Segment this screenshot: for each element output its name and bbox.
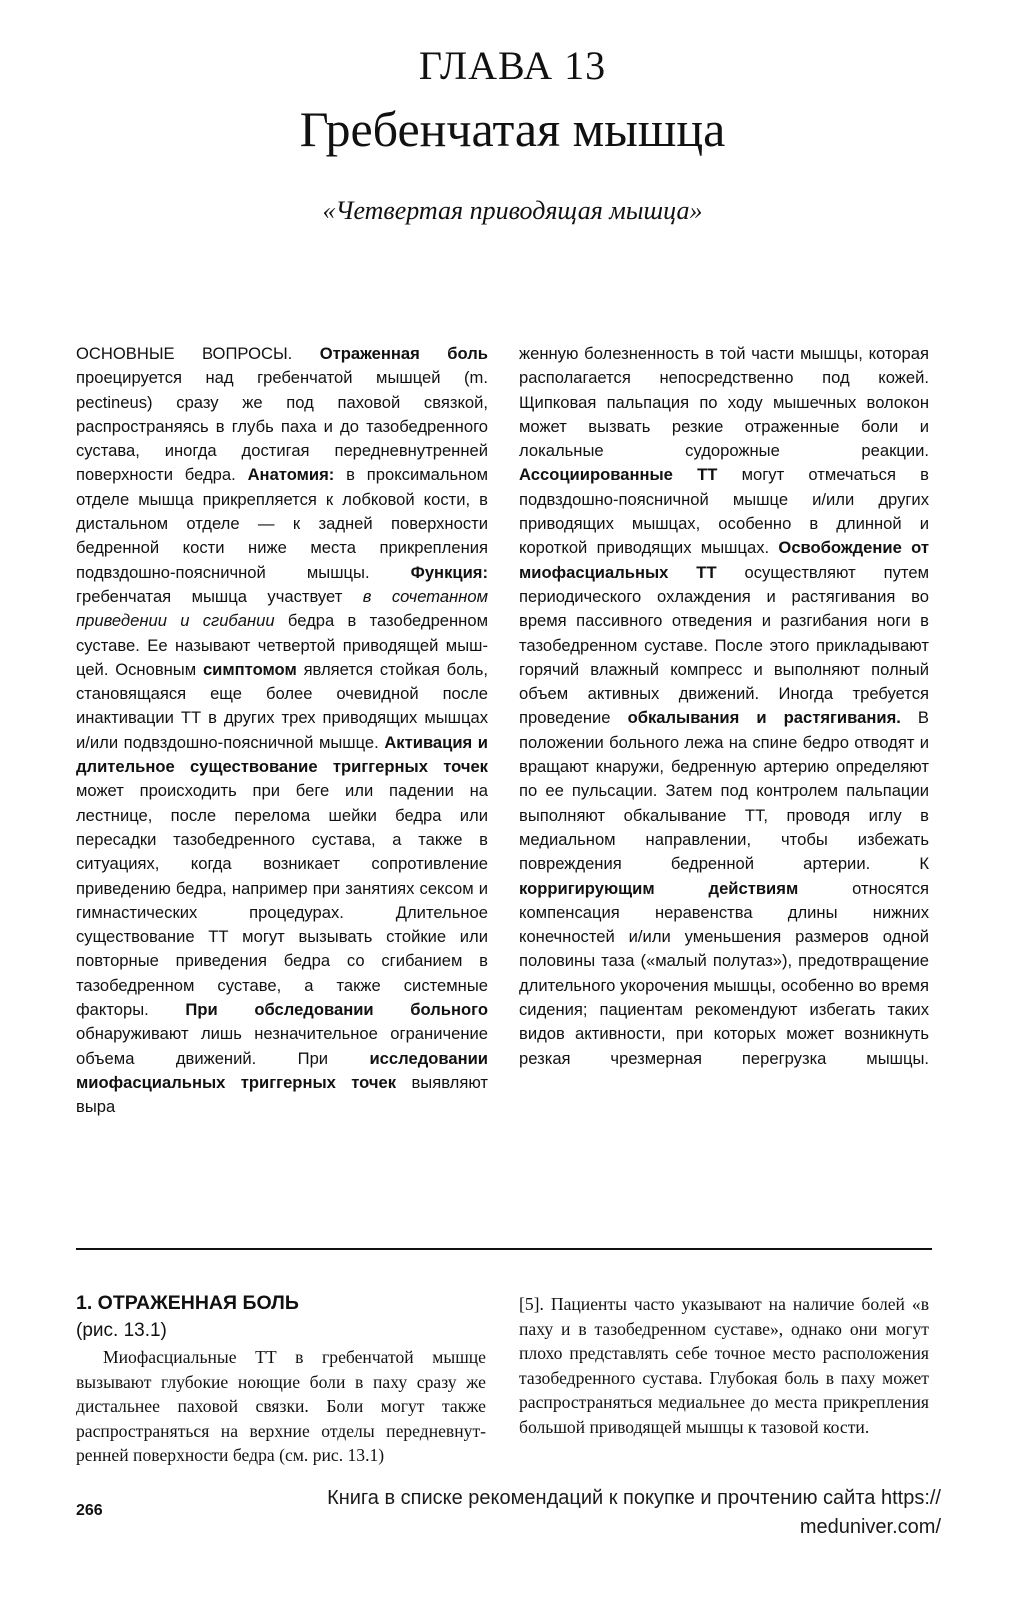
text-run: ОСНОВНЫЕ ВОПРОСЫ. — [76, 344, 320, 363]
text-run: выявляют выра — [76, 1072, 488, 1117]
text-run: В положении больного лежа на спине бедро отводят и вращают кнаружи, бедренную артерию определяют по ее пульсации. Затем под контролем пальпации выполняют обкалывание ТТ, проводя иглу в медиальном направлении, чтобы избежать повреждения бедренной артерии. К — [519, 708, 929, 874]
page-number: 266 — [76, 1502, 103, 1519]
text-run: является стойкая боль, становящаяся еще более очевидной после инактивации ТТ в других трех приводящих мышцах и/или подвздошно-поясничной мышце. — [76, 659, 488, 752]
bold-term: исследовании миофасциальных триггерных точек — [76, 1048, 488, 1092]
text-run: относятся компенсация неравенства длины нижних конечностей и/или уменьшения размеров одной половины таза («малый полутаз»), предотвращение длительного укорочения мышцы, особенно во время сидения; пациентам рекомендуют избегать таких видов активности, при которых может возникнуть резкая чрезмерная перегрузка мышцы. — [519, 878, 929, 1068]
section-right-column: [5]. Пациенты часто указывают на наличие болей «в паху и в тазобедренном суставе», однако они могут плохо представлять себе точное место расположения тазобедренного сустава. Глубокая боль в паху может распространяться медиальнее до места прикрепления большой приводящей мышцы к тазовой кости. — [519, 1294, 929, 1437]
text-run: обнаруживают лишь незначительное ограничение объема движений. При — [76, 1024, 488, 1068]
watermark-line-1: Книга в списке рекомендаций к покупке и прочтению сайта https:// — [327, 1487, 941, 1509]
text-run: в проксимальном отделе мышца прикрепляется к лобковой кости, в дистальном отделе — к задней поверхности бедренной кости ниже места прикрепления подвздошно-поясничной мышцы. — [76, 465, 488, 582]
bold-term: Отраженная боль — [319, 344, 488, 363]
watermark-line-2: meduniver.com/ — [799, 1516, 941, 1538]
bold-term: симптомом — [202, 659, 297, 679]
chapter-epigraph: «Четвертая приводящая мышца» — [322, 196, 703, 225]
bold-term: корригирующим действиям — [519, 878, 799, 898]
text-run: женную болезненность в той части мышцы, которая располагается непосредственно под кожей. Щипковая пальпация по ходу мышечных волокон может вызвать резкие отраженные боли и локальные судорожные реакции. — [519, 344, 929, 461]
chapter-number: ГЛАВА 13 — [418, 43, 607, 88]
section-left-column: Миофасциальные ТТ в гребенчатой мышце вызывают глубокие ноющие боли в паху сразу же дистальнее паховой связки. Боли могут также распространяться на верхние отделы передневнутренней поверхности бедра (см. рис. 13.1) — [76, 1347, 486, 1465]
bold-term: Ассоциированные ТТ — [519, 465, 718, 485]
bold-term: Функция: — [410, 562, 488, 582]
bold-term: Анатомия: — [247, 465, 335, 485]
section-heading: 1. ОТРАЖЕННАЯ БОЛЬ — [76, 1292, 299, 1314]
bold-term: обкалывания и растягивания. — [627, 708, 901, 728]
text-run: проецируется над гребенчатой мышцей (m. pectineus) сразу же под паховой связкой, распространяясь в глубь паха и до тазобедренного сустава, иногда достигая передневнутренней поверхности бедра. — [76, 368, 488, 485]
figure-reference: (рис. 13.1) — [76, 1320, 167, 1341]
text-run: гребенчатая мышца участвует — [76, 586, 363, 606]
text-run: может происходить при беге или падении на лестнице, после перелома шейки бедра или пересадки тазобедренного сустава, а также в ситуациях, когда возникает сопротивление приведению бедра, например при занятиях сексом и гимнастических процедурах. Длительное существование ТТ могут вызывать стойкие или повторные приведения бедра со сгибанием в тазобедренном суставе, а также системные факторы. — [76, 781, 488, 1020]
text-run: осуществляют путем периодического охлаждения и растягивания во время пассивного отведения и разгибания ноги в тазобедренном суставе. После этого прикладывают горячий влажный компресс и выполняют полный объем активных движений. Иногда требуется проведение — [519, 562, 929, 728]
chapter-title: Гребенчатая мышца — [299, 101, 726, 157]
text-run: могут отмечаться в подвздошно-поясничной мышце и/или других приводящих мышцах, особенно в длинной и короткой приводящих мышцах. — [519, 465, 929, 558]
bold-term: Освобождение от миофасциальных ТТ — [519, 538, 929, 582]
text-run: бедра в тазобедренном суставе. Ее называют четвертой приводящей мышцей. Основным — [76, 611, 488, 679]
section-divider — [76, 1248, 932, 1250]
overview-left-column — [76, 342, 488, 1120]
bold-term: При обследовании больного — [185, 1000, 488, 1020]
watermark-text — [241, 1484, 941, 1542]
italic-phrase: в сочетанном приведении и сгибании — [76, 586, 488, 631]
overview-right-column — [519, 342, 929, 1095]
bold-term: Активация и длительное существование триггерных точек — [76, 732, 488, 777]
